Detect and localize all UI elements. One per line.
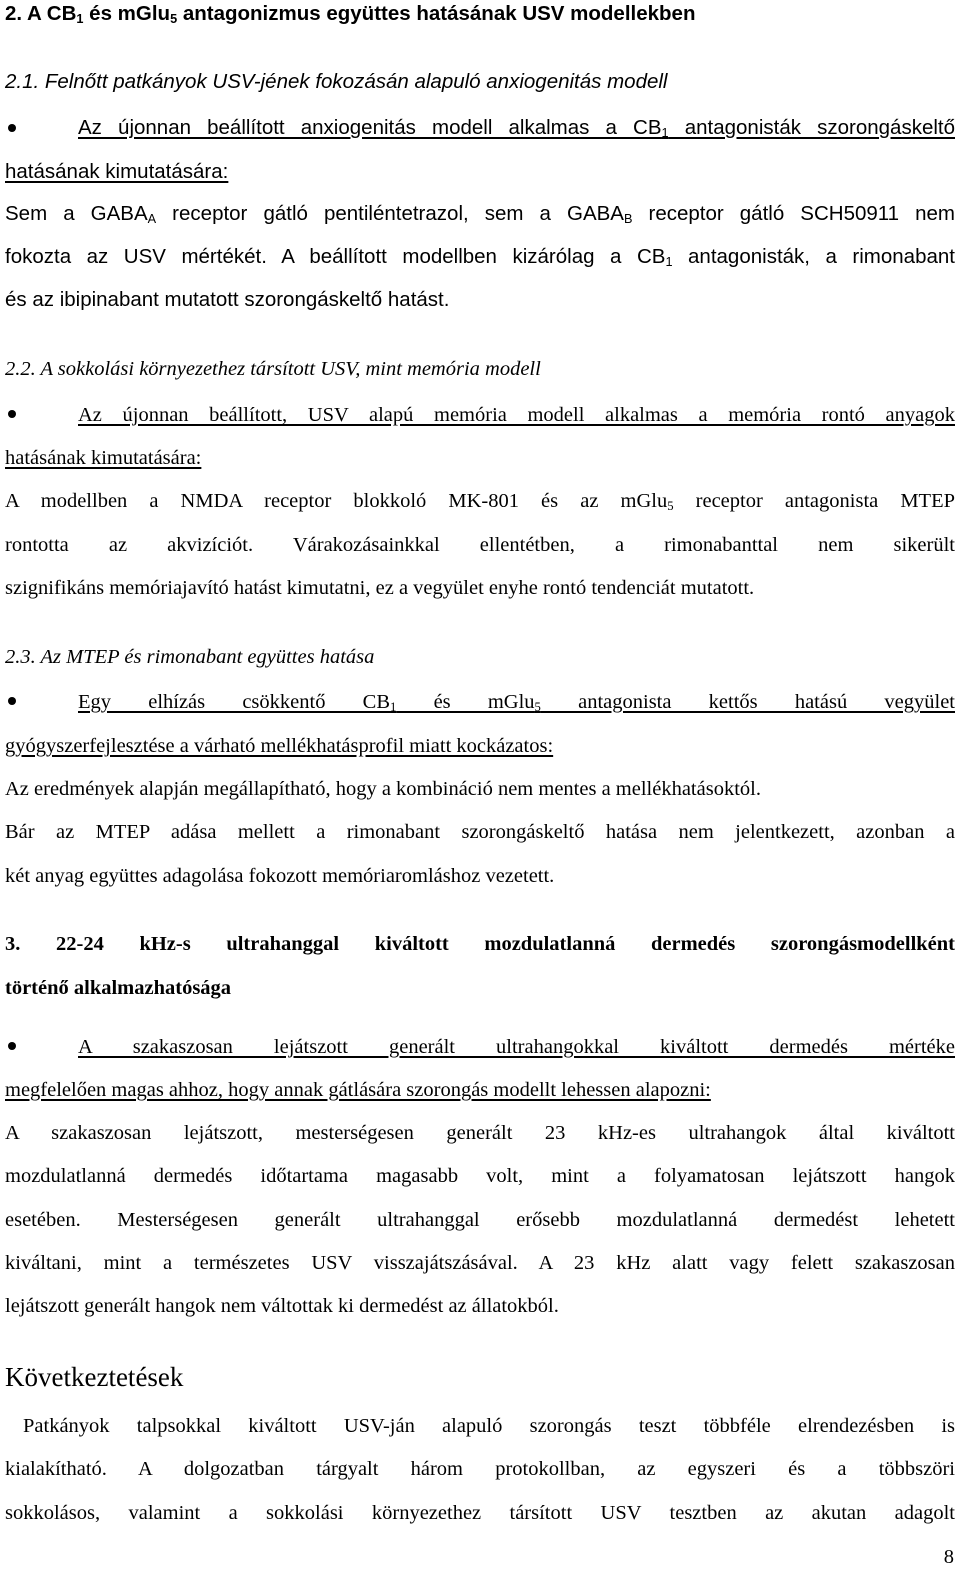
finding-3-line2: megfelelően magas ahhoz, hogy annak gátlására szorongás modellt lehessen alapozni: — [5, 1079, 711, 1101]
finding-2-2-line2: hatásának kimutatására: — [5, 447, 202, 469]
finding-2-3-line2: gyógyszerfejlesztése a várható mellékhatásprofil miatt kockázatos: — [5, 735, 554, 757]
conclusions-line3: sokkolásos, valamint a sokkolási környezethez társított USV tesztben az akutan adagolt — [5, 1502, 955, 1524]
paragraph-2-3-line3: két anyag együttes adagolása fokozott memóriaromláshoz vezetett. — [5, 865, 555, 887]
bullet-icon — [8, 1042, 16, 1050]
finding-2-1-line1: Az újonnan beállított anxiogenitás modell alkalmas a $CB_1$ antagonisták szorongáskeltő — [78, 116, 955, 141]
paragraph-2-1-line2: fokozta az USV mértékét. A beállított modellben kizárólag a $CB_1$ antagonisták, a rimonabant — [5, 245, 955, 270]
section-2-title: 2. A $CB_1$ és mGlu$_5$ antagonizmus együttes hatásának USV modellekben — [5, 2, 696, 27]
paragraph-2-2-line2: rontotta az akvizíciót. Várakozásainkkal ellentétben, a rimonabanttal nem sikerült — [5, 534, 955, 556]
bullet-icon — [8, 410, 16, 418]
conclusions-heading: Következtetések — [5, 1362, 184, 1392]
conclusions-line2: kialakítható. A dolgozatban tárgyalt három protokollban, az egyszeri és a többszöri — [5, 1458, 955, 1480]
paragraph-2-3-line2: Bár az MTEP adása mellett a rimonabant szorongáskeltő hatása nem jelentkezett, azonban a — [5, 821, 955, 843]
paragraph-3-line3: esetében. Mesterségesen generált ultrahanggal erősebb mozdulatlanná dermedést lehetett — [5, 1209, 955, 1231]
paragraph-3-line1: A szakaszosan lejátszott, mesterségesen generált 23 kHz-es ultrahangok által kiváltott — [5, 1122, 955, 1144]
paragraph-2-3-line1: Az eredmények alapján megállapítható, hogy a kombináció nem mentes a mellékhatásoktól. — [5, 778, 761, 800]
subsection-2-2-heading: 2.2. A sokkolási környezethez társított USV, mint memória modell — [5, 358, 541, 380]
paragraph-2-2-line1: A modellben a NMDA receptor blokkoló MK-801 és az mGlu$_5$ receptor antagonista MTEP — [5, 490, 955, 514]
subsection-2-3-heading: 2.3. Az MTEP és rimonabant együttes hatása — [5, 646, 375, 668]
page-number: 8 — [943, 1546, 954, 1568]
finding-2-3-line1: Egy elhízás csökkentő $CB_1$ és mGlu$_5$ antagonista kettős hatású vegyület — [78, 691, 955, 715]
paragraph-2-1-line3: és az ibipinabant mutatott szorongáskeltő hatást. — [5, 288, 450, 311]
finding-2-2-line1: Az újonnan beállított, USV alapú memória modell alkalmas a memória rontó anyagok — [78, 404, 955, 426]
section-3-title-line1: 3. 22-24 kHz-s ultrahanggal kiváltott mozdulatlanná dermedés szorongásmodellként — [5, 933, 955, 955]
subsection-2-1-heading: 2.1. Felnőtt patkányok USV-jének fokozásán alapuló anxiogenitás modell — [5, 70, 668, 93]
finding-2-1-line2: hatásának kimutatására: — [5, 160, 229, 183]
paragraph-2-2-line3: szignifikáns memóriajavító hatást kimutatni, ez a vegyület enyhe rontó tendenciát mutatott. — [5, 577, 755, 599]
paragraph-3-line4: kiváltani, mint a természetes USV visszajátszásával. A 23 kHz alatt vagy felett szakaszosan — [5, 1252, 955, 1274]
finding-3-line1: A szakaszosan lejátszott generált ultrahangokkal kiváltott dermedés mértéke — [78, 1036, 955, 1058]
bullet-icon — [8, 697, 16, 705]
conclusions-line1: Patkányok talpsokkal kiváltott USV-ján alapuló szorongás teszt többféle elrendezésben is — [23, 1415, 955, 1437]
bullet-icon — [8, 124, 16, 132]
paragraph-3-line5: lejátszott generált hangok nem váltottak ki dermedést az állatokból. — [5, 1295, 559, 1317]
paragraph-3-line2: mozdulatlanná dermedés időtartama magasabb volt, mint a folyamatosan lejátszott hangok — [5, 1165, 955, 1187]
section-3-title-line2: történő alkalmazhatósága — [5, 977, 232, 999]
paragraph-2-1-line1: Sem a $GABA_A$ receptor gátló pentiléntetrazol, sem a $GABA_B$ receptor gátló SCH50911 nem — [5, 202, 955, 227]
